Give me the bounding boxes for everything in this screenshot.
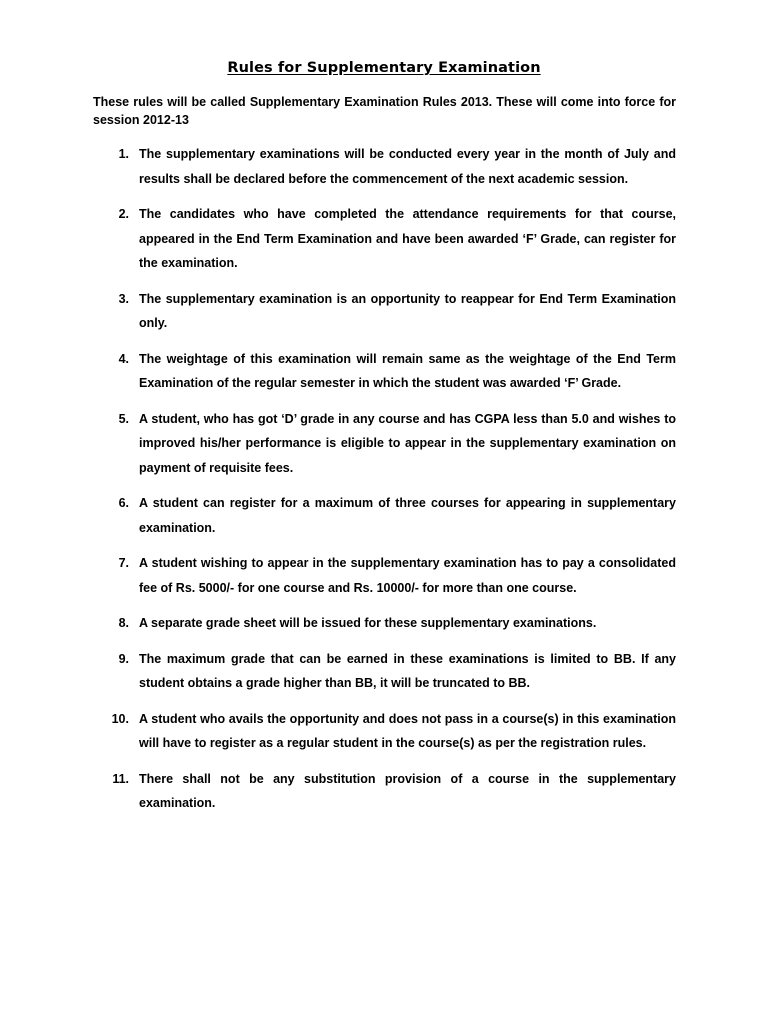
rule-item <box>107 491 676 540</box>
rule-item <box>107 551 676 600</box>
rule-number: 1. <box>118 147 129 161</box>
rule-text: The candidates who have completed the attendance requirements for that course, appeared in the End Term Examination and have been awarded ‘F’ Grade, can register for the examination. <box>139 207 676 270</box>
rule-item <box>107 202 676 276</box>
rule-text: A student can register for a maximum of three courses for appearing in supplementary examination. <box>139 496 676 535</box>
rule-text: The weightage of this examination will remain same as the weightage of the End Term Examination of the regular semester in which the student was awarded ‘F’ Grade. <box>139 351 676 390</box>
rule-text: A student who avails the opportunity and does not pass in a course(s) in this examination will have to register as a regular student in the course(s) as per the registration rules. <box>139 711 676 750</box>
rule-item <box>107 647 676 696</box>
rule-item <box>107 707 676 756</box>
rule-text: The supplementary examination is an opportunity to reappear for End Term Examination only. <box>139 291 676 330</box>
rule-item <box>107 407 676 481</box>
rule-text: There shall not be any substitution provision of a course in the supplementary examination. <box>139 771 676 810</box>
rule-number: 2. <box>118 207 129 221</box>
rule-number: 10. <box>111 711 129 726</box>
rule-text: A student wishing to appear in the supplementary examination has to pay a consolidated fee of Rs. 5000/- for one course and Rs. 10000/- for more than one course. <box>139 556 676 595</box>
rule-text: The supplementary examinations will be conducted every year in the month of July and results shall be declared before the commencement of the next academic session. <box>139 147 676 186</box>
rule-number: 4. <box>118 351 129 366</box>
rule-number: 11. <box>112 771 129 786</box>
rule-item <box>107 611 676 636</box>
rule-item <box>107 142 676 191</box>
rule-text: The maximum grade that can be earned in these examinations is limited to BB. If any student obtains a grade higher than BB, it will be truncated to BB. <box>139 651 676 690</box>
rule-number: 3. <box>118 291 129 306</box>
document-title: Rules for Supplementary Examination <box>227 60 541 76</box>
intro-paragraph: These rules will be called Supplementary Examination Rules 2013. These will come into force for session 2012-13 <box>93 95 676 127</box>
rule-item <box>107 767 676 816</box>
rule-number: 8. <box>118 616 129 630</box>
rule-number: 5. <box>118 411 129 426</box>
rule-text: A student, who has got ‘D’ grade in any course and has CGPA less than 5.0 and wishes to improved his/her performance is eligible to appear in the supplementary examination on payment of requisite fees. <box>139 411 676 475</box>
rule-item <box>107 287 676 336</box>
rule-text: A separate grade sheet will be issued for these supplementary examinations. <box>139 616 597 630</box>
rule-number: 7. <box>118 556 129 570</box>
rule-number: 6. <box>118 496 129 510</box>
rule-item <box>107 347 676 396</box>
rules-list <box>107 142 676 827</box>
rule-number: 9. <box>118 651 129 666</box>
